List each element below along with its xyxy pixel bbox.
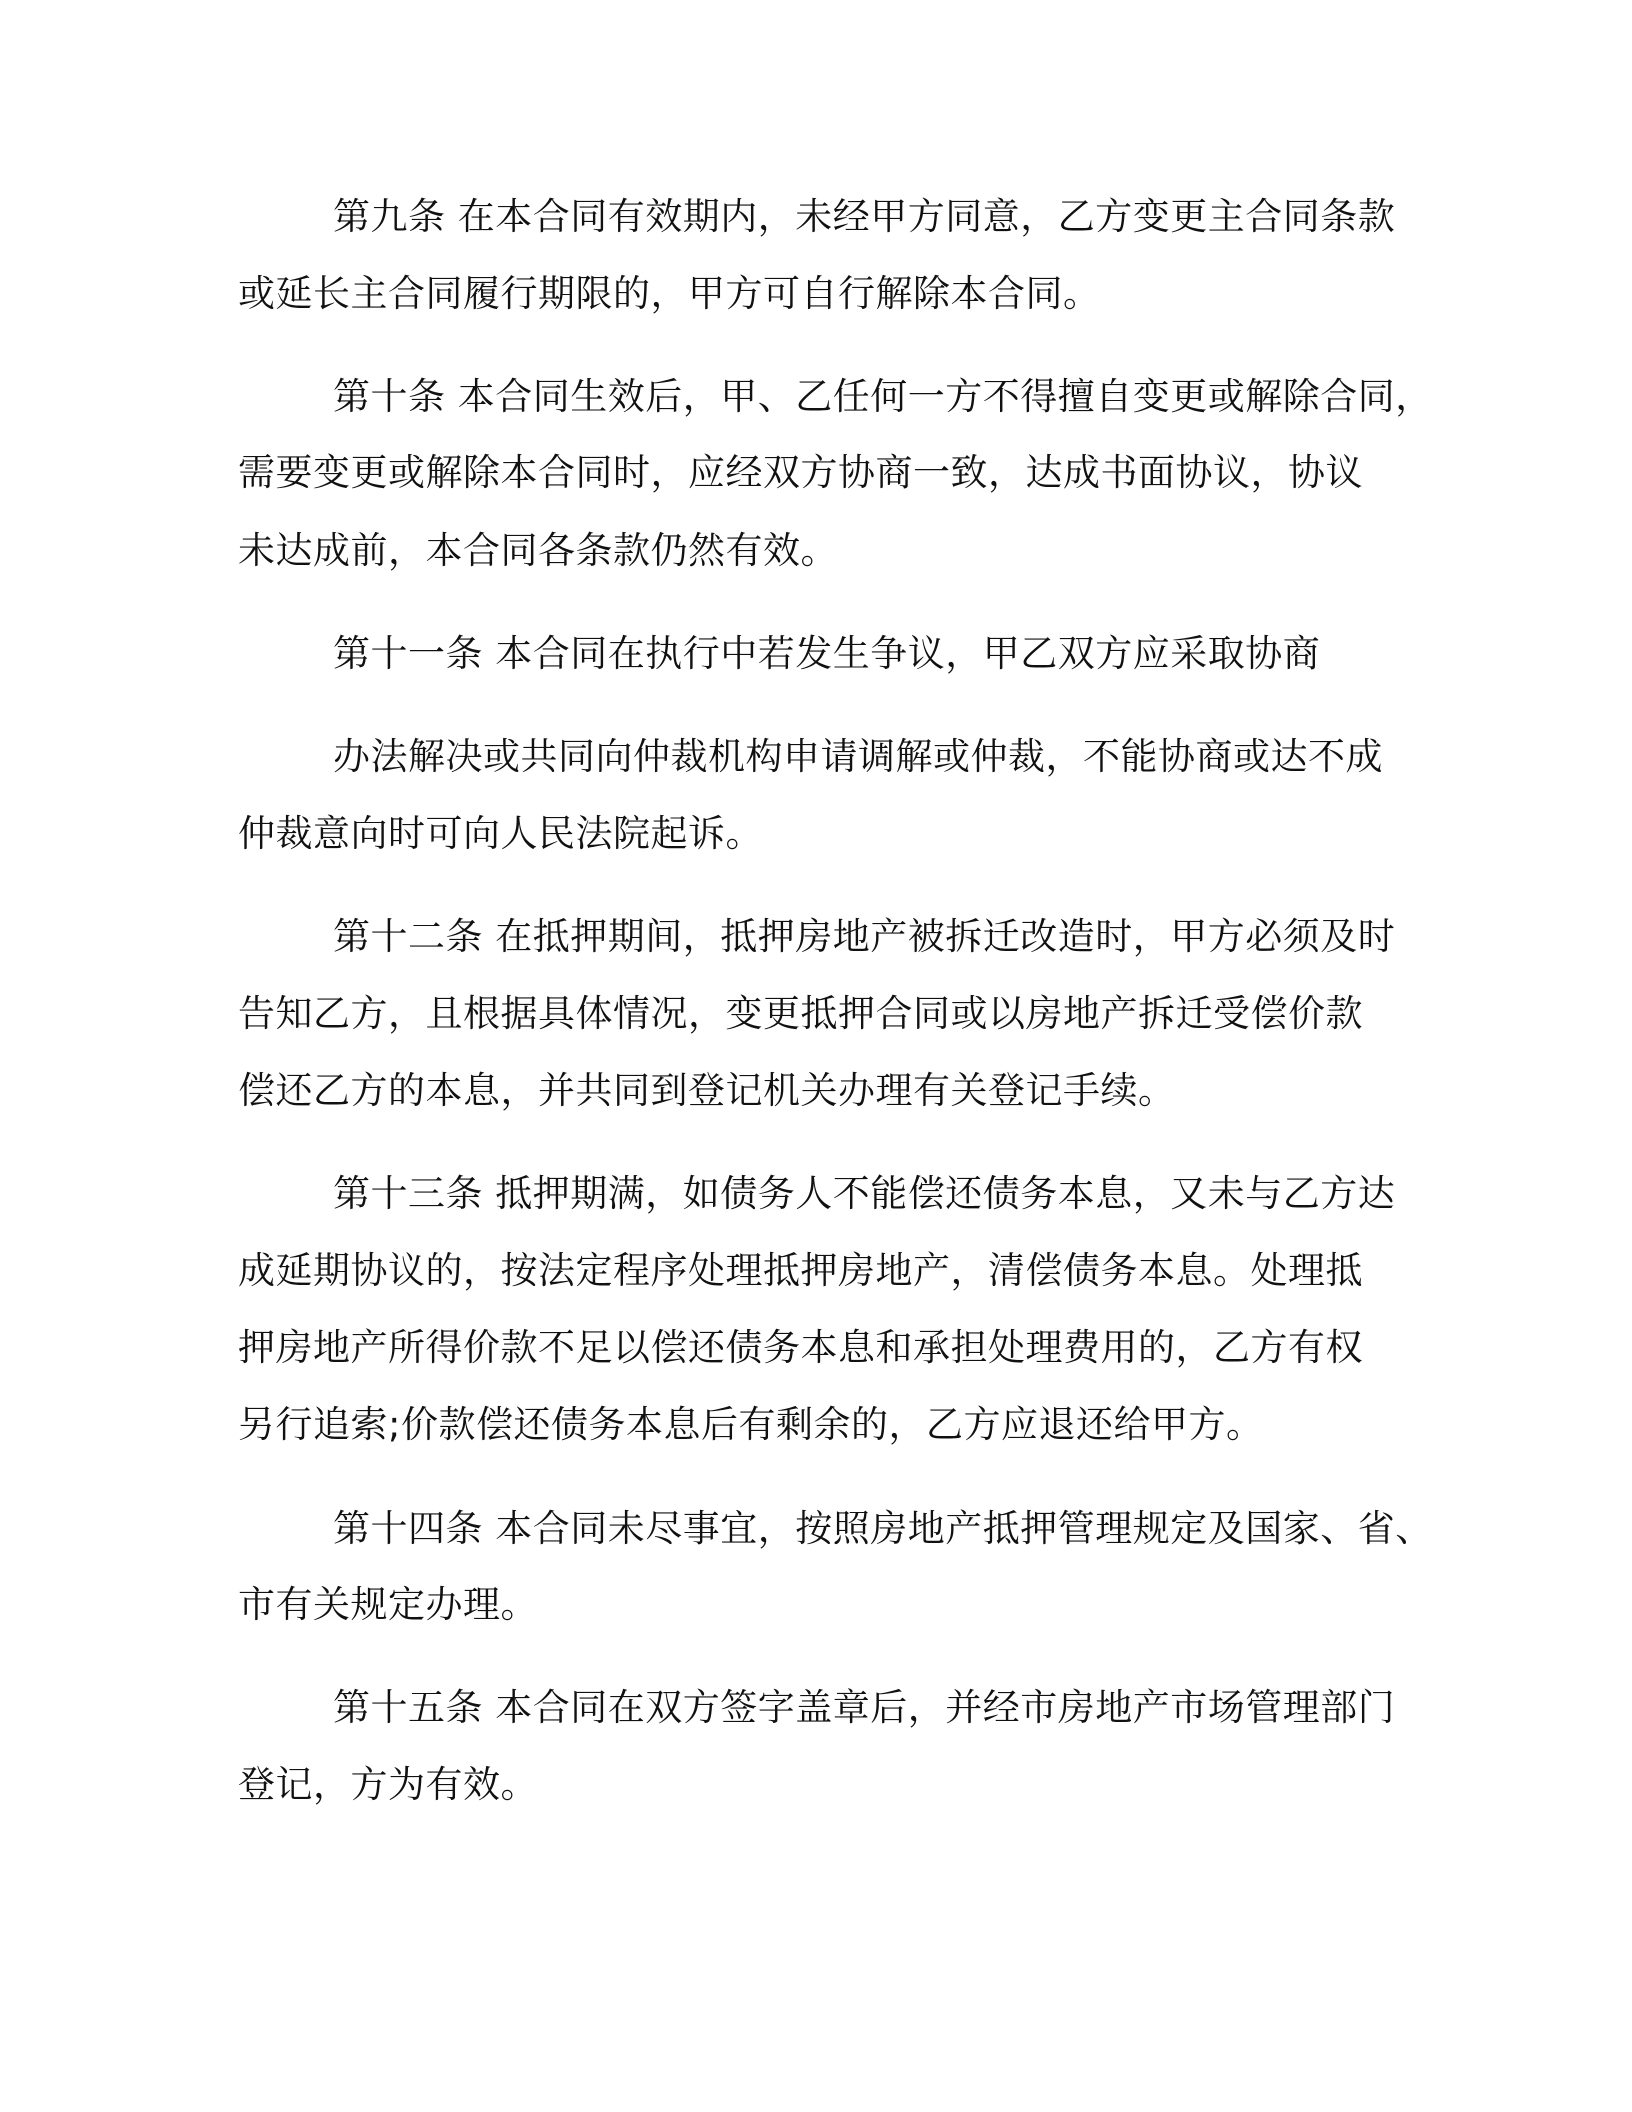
article-13-line-2: 成延期协议的，按法定程序处理抵押房地产，清偿债务本息。处理抵 bbox=[238, 1249, 1363, 1292]
article-15-line-2: 登记，方为有效。 bbox=[238, 1763, 538, 1806]
article-12-line-2: 告知乙方，且根据具体情况，变更抵押合同或以房地产拆迁受偿价款 bbox=[238, 992, 1363, 1035]
article-10-line-1: 第十条 本合同生效后，甲、乙任何一方不得擅自变更或解除合同， bbox=[333, 375, 1433, 418]
article-13-line-1: 第十三条 抵押期满，如债务人不能偿还债务本息，又未与乙方达 bbox=[333, 1172, 1396, 1215]
article-12-line-1: 第十二条 在抵押期间，抵押房地产被拆迁改造时，甲方必须及时 bbox=[333, 915, 1396, 958]
article-10-line-2: 需要变更或解除本合同时，应经双方协商一致，达成书面协议，协议 bbox=[238, 451, 1363, 494]
article-14-line-1: 第十四条 本合同未尽事宜，按照房地产抵押管理规定及国家、省、 bbox=[333, 1507, 1433, 1550]
article-15-line-1: 第十五条 本合同在双方签字盖章后，并经市房地产市场管理部门 bbox=[333, 1686, 1396, 1729]
article-9-line-1: 第九条 在本合同有效期内，未经甲方同意，乙方变更主合同条款 bbox=[333, 195, 1396, 238]
article-11-line-3: 仲裁意向时可向人民法院起诉。 bbox=[238, 812, 763, 855]
article-10-line-3: 未达成前，本合同各条款仍然有效。 bbox=[238, 529, 838, 572]
article-13-line-3: 押房地产所得价款不足以偿还债务本息和承担处理费用的，乙方有权 bbox=[238, 1326, 1363, 1369]
article-12-line-3: 偿还乙方的本息，并共同到登记机关办理有关登记手续。 bbox=[238, 1069, 1176, 1112]
article-11-line-1: 第十一条 本合同在执行中若发生争议，甲乙双方应采取协商 bbox=[333, 632, 1321, 675]
article-14-line-2: 市有关规定办理。 bbox=[238, 1583, 538, 1626]
article-11-line-2: 办法解决或共同向仲裁机构申请调解或仲裁，不能协商或达不成 bbox=[333, 735, 1383, 778]
article-9-line-2: 或延长主合同履行期限的，甲方可自行解除本合同。 bbox=[238, 272, 1101, 315]
article-13-line-4: 另行追索;价款偿还债务本息后有剩余的，乙方应退还给甲方。 bbox=[238, 1403, 1264, 1446]
